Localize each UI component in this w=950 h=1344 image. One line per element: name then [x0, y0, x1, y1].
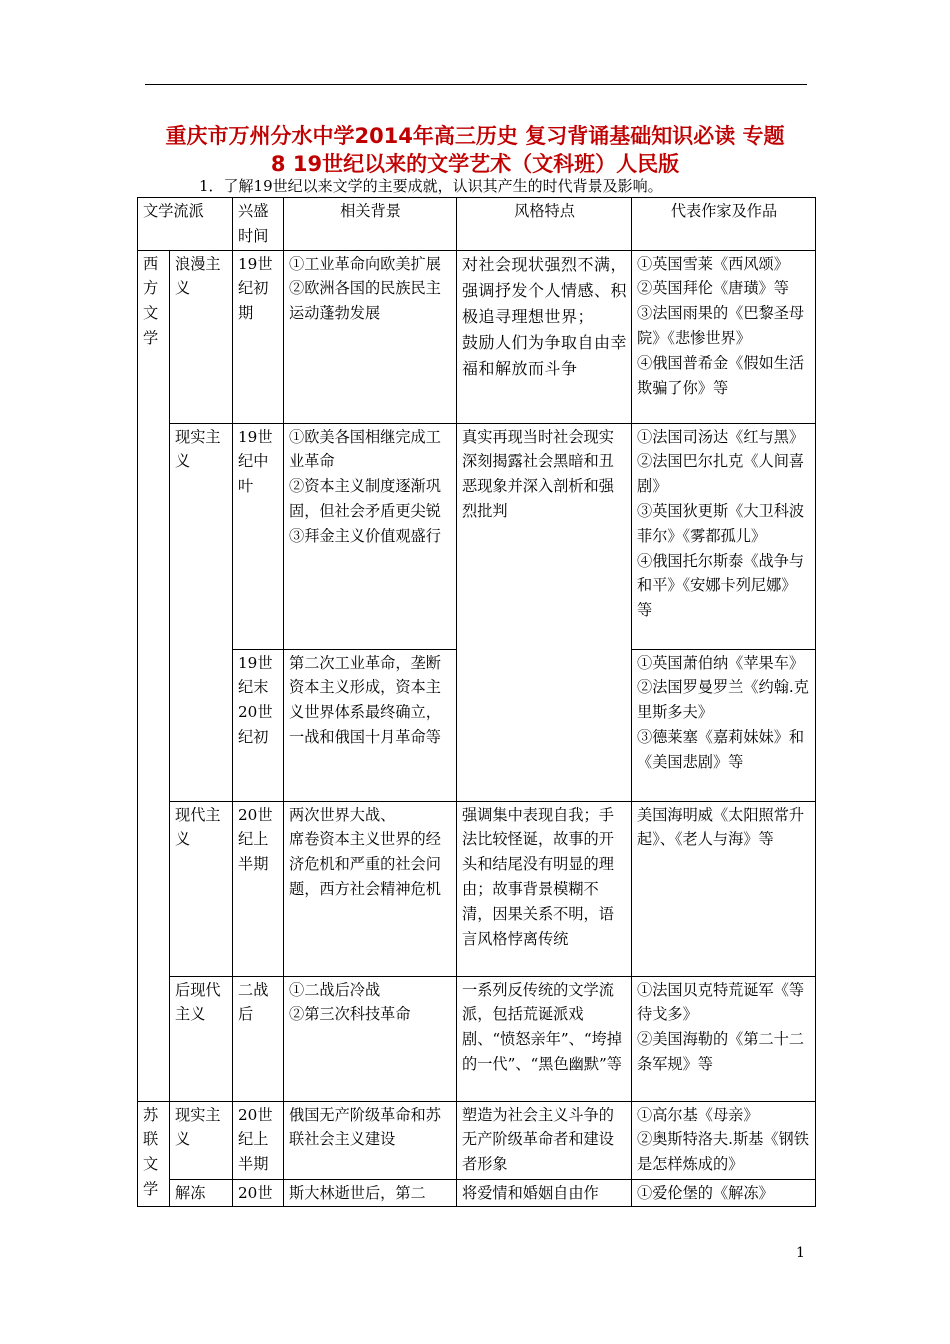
school-cell: 现实主义	[170, 1101, 233, 1179]
work-item: ②奥斯特洛夫.斯基《钢铁是怎样炼成的》	[637, 1130, 809, 1174]
school-cell: 后现代主义	[170, 976, 233, 1101]
background-cell	[284, 801, 457, 976]
background-cell: 第二次工业革命，垄断资本主义形成，资本主义世界体系最终确立，一战和俄国十月革命等	[284, 649, 457, 801]
works-cell	[632, 976, 816, 1101]
work-item: ①法国贝克特荒诞军《等待戈多》	[637, 980, 805, 1024]
work-item: ①英国萧伯纳《苹果车》	[637, 653, 805, 672]
style-cell	[457, 423, 632, 801]
table-row	[138, 1101, 816, 1179]
header-school: 文学流派	[138, 198, 233, 251]
school-cell: 浪漫主义	[170, 250, 233, 423]
style-line: 真实再现当时社会现实	[462, 427, 614, 446]
header-works: 代表作家及作品	[632, 198, 816, 251]
works-cell	[632, 423, 816, 649]
work-item: ①高尔基《母亲》	[637, 1105, 759, 1124]
table-row	[138, 976, 816, 1101]
table-row	[138, 801, 816, 976]
document-title-line-2: 8 19世纪以来的文学艺术（文科班）人民版	[270, 152, 680, 176]
table-row	[138, 250, 816, 423]
background-line: ②资本主义制度逐渐巩固，但社会矛盾更尖锐	[289, 477, 441, 520]
document-title-line-1: 重庆市万州分水中学2014年高三历史 复习背诵基础知识必读 专题	[165, 124, 785, 148]
background-line: ③拜金主义价值观盛行	[289, 526, 441, 545]
works-cell: ①爱伦堡的《解冻》	[632, 1179, 816, 1207]
school-cell: 解冻	[170, 1179, 233, 1207]
table-header-row	[138, 198, 816, 251]
intro-paragraph: 1．了解19世纪以来文学的主要成就，认识其产生的时代背景及影响。	[199, 177, 663, 195]
background-cell	[284, 423, 457, 649]
style-line: 鼓励人们为争取自由幸福和解放而斗争	[462, 332, 628, 378]
work-item: ④俄国普希金《假如生活欺骗了你》等	[637, 353, 805, 397]
works-cell	[632, 649, 816, 801]
background-cell: 斯大林逝世后，第二	[284, 1179, 457, 1207]
time-cell: 20世纪上半期	[233, 1101, 284, 1179]
time-cell: 19世纪初期	[233, 250, 284, 423]
background-line: 两次世界大战、	[289, 805, 396, 824]
table-row	[138, 1179, 816, 1207]
style-cell: 将爱情和婚姻自由作	[457, 1179, 632, 1207]
background-line: ①欧美各国相继完成工业革命	[289, 427, 441, 471]
header-rule	[145, 84, 807, 85]
works-cell	[632, 1101, 816, 1179]
style-line: 对社会现状强烈不满，强调抒发个人情感、积极追寻理想世界；	[462, 254, 628, 326]
work-item: ③德莱塞《嘉莉妹妹》和《美国悲剧》等	[637, 727, 805, 771]
style-cell: 强调集中表现自我；手法比较怪诞，故事的开头和结尾没有明显的理由；故事背景模糊不清，因果关系不明，语言风格悖离传统	[457, 801, 632, 976]
group-western: 西方文学	[138, 250, 170, 1101]
style-cell	[457, 250, 632, 423]
work-item: ①英国雪莱《西风颂》	[637, 254, 789, 273]
background-cell: 俄国无产阶级革命和苏联社会主义建设	[284, 1101, 457, 1179]
style-line: 深刻揭露社会黑暗和丑恶现象并深入剖析和强烈批判	[462, 452, 614, 520]
background-line: ②第三次科技革命	[289, 1005, 411, 1024]
works-cell	[632, 250, 816, 423]
header-time: 兴盛时间	[233, 198, 284, 251]
background-line: 席卷资本主义世界的经济危机和严重的社会问题，西方社会精神危机	[289, 830, 441, 898]
work-item: ②法国罗曼罗兰《约翰.克里斯多夫》	[637, 678, 809, 722]
work-item: ①法国司汤达《红与黑》	[637, 427, 805, 446]
school-cell: 现代主义	[170, 801, 233, 976]
time-cell: 二战后	[233, 976, 284, 1101]
background-line: ①二战后冷战	[289, 980, 381, 999]
time-cell: 19世纪中叶	[233, 423, 284, 649]
header-background: 相关背景	[284, 198, 457, 251]
header-style: 风格特点	[457, 198, 632, 251]
works-cell: 美国海明威《太阳照常升起》、《老人与海》等	[632, 801, 816, 976]
style-cell: 一系列反传统的文学流派，包括荒诞派戏剧、“愤怒亲年”、“垮掉的一代”、“黑色幽默”等	[457, 976, 632, 1101]
style-cell: 塑造为社会主义斗争的无产阶级革命者和建设者形象	[457, 1101, 632, 1179]
literature-table	[137, 197, 816, 1207]
work-item: ③法国雨果的《巴黎圣母院》《悲惨世界》	[637, 304, 805, 347]
background-cell: ①工业革命向欧美扩展②欧洲各国的民族民主运动蓬勃发展	[284, 250, 457, 423]
time-cell: 20世	[233, 1179, 284, 1207]
work-item: ④俄国托尔斯泰《战争与和平》《安娜卡列尼娜》等	[637, 551, 805, 620]
time-cell: 19世纪末20世纪初	[233, 649, 284, 801]
school-cell: 现实主义	[170, 423, 233, 801]
work-item: ②美国海勒的《第二十二条军规》等	[637, 1030, 805, 1073]
background-cell	[284, 976, 457, 1101]
table-row	[138, 423, 816, 649]
work-item: ②法国巴尔扎克《人间喜剧》	[637, 452, 805, 496]
work-item: ②英国拜伦《唐璜》等	[637, 279, 789, 298]
page-number: 1	[796, 1245, 805, 1261]
time-cell: 20世纪上半期	[233, 801, 284, 976]
work-item: ③英国狄更斯《大卫科波菲尔》《雾都孤儿》	[637, 501, 805, 545]
group-soviet: 苏联文学	[138, 1101, 170, 1207]
